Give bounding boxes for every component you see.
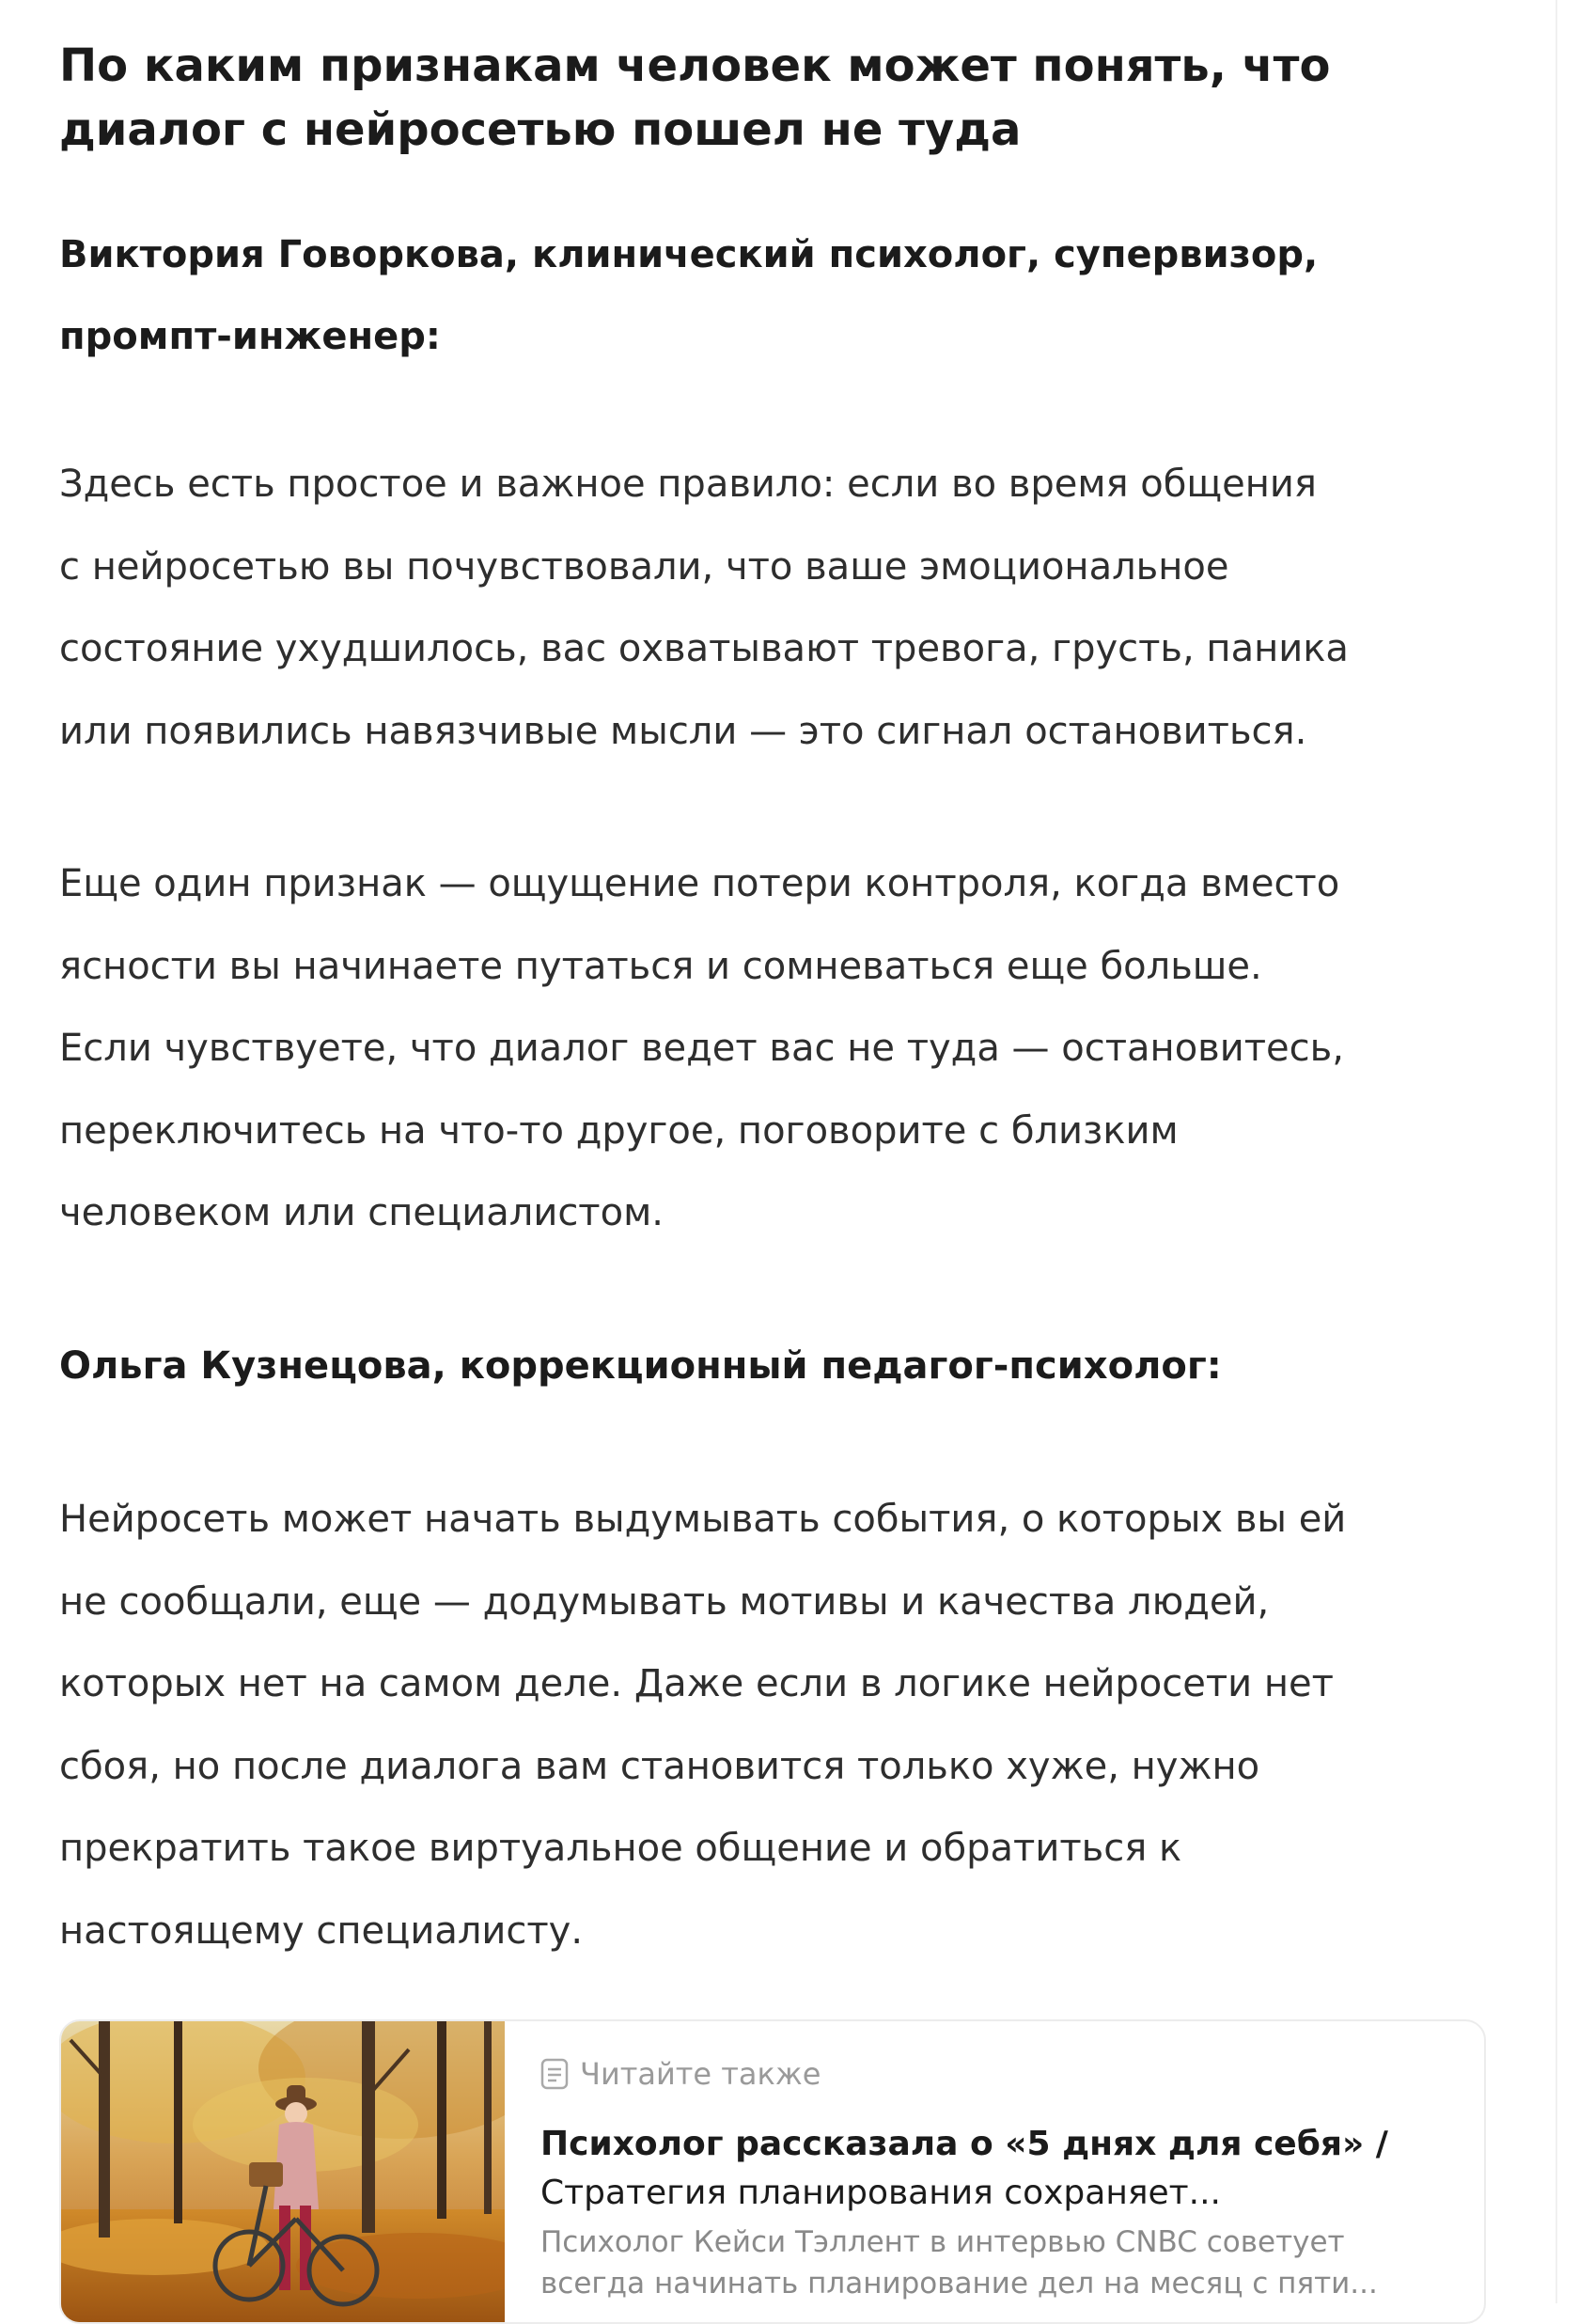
article-thumbnail	[61, 2021, 505, 2322]
paragraph-line: ясности вы начинаете путаться и сомневаться еще больше.	[59, 944, 1262, 988]
expert-attribution	[59, 214, 1497, 378]
section-heading	[59, 34, 1497, 162]
paragraph-line: с нейросетью вы почувствовали, что ваше эмоциональное	[59, 544, 1229, 589]
read-also-title-bold[interactable]: Психолог рассказала о «5 днях для себя» /	[540, 2125, 1388, 2163]
paragraph-line: не сообщали, еще — додумывать мотивы и качества людей,	[59, 1579, 1270, 1624]
expert-attribution	[59, 1326, 1497, 1407]
read-also-description-line: всегда начинать планирование дел на месяц с пяти...	[540, 2267, 1378, 2300]
paragraph-line: настоящему специалисту.	[59, 1908, 584, 1953]
paragraph	[59, 843, 1497, 1255]
expert-line: Ольга Кузнецова, коррекционный педагог-психолог:	[59, 1344, 1222, 1388]
read-also-description-line: Психолог Кейси Тэллент в интервью CNBC советует	[540, 2225, 1345, 2259]
read-also-description	[540, 2222, 1471, 2304]
paragraph-line: переключитесь на что-то другое, поговорите с близким	[59, 1108, 1179, 1153]
paragraph-line: сбоя, но после диалога вам становится только хуже, нужно	[59, 1744, 1260, 1788]
paragraph-line: Если чувствуете, что диалог ведет вас не туда — остановитесь,	[59, 1027, 1344, 1070]
paragraph-line: состояние ухудшилось, вас охватывают тревога, грусть, паника	[59, 627, 1349, 670]
read-also-card[interactable]	[59, 2019, 1486, 2324]
paragraph-line: Нейросеть может начать выдумывать события, о которых вы ей	[59, 1498, 1347, 1541]
paragraph-line: человеком или специалистом.	[59, 1191, 664, 1234]
paragraph-line: Еще один признак — ощущение потери контроля, когда вместо	[59, 862, 1340, 905]
heading-line: диалог с нейросетью пошел не туда	[59, 103, 1022, 156]
expert-line: Виктория Говоркова, клинический психолог, супервизор,	[59, 233, 1319, 276]
paragraph	[59, 1479, 1497, 1972]
paragraph-line: прекратить такое виртуальное общение и обратиться к	[59, 1827, 1182, 1870]
paragraph-line: Здесь есть простое и важное правило: если во время общения	[59, 463, 1317, 506]
read-also-title[interactable]	[540, 2120, 1471, 2218]
paragraph-line: которых нет на самом деле. Даже если в логике нейросети нет	[59, 1662, 1334, 1705]
read-also-label: Читайте также	[580, 2056, 821, 2092]
read-also-label-row	[540, 2055, 821, 2093]
document-icon	[540, 2058, 569, 2090]
page-edge-divider	[1556, 0, 1557, 2303]
heading-line: По каким признакам человек может понять, что	[59, 39, 1331, 92]
paragraph-line: или появились навязчивые мысли — это сигнал остановиться.	[59, 709, 1307, 753]
read-also-title-regular[interactable]: Стратегия планирования сохраняет...	[540, 2174, 1221, 2212]
expert-line: промпт-инженер:	[59, 315, 441, 358]
paragraph	[59, 444, 1497, 773]
